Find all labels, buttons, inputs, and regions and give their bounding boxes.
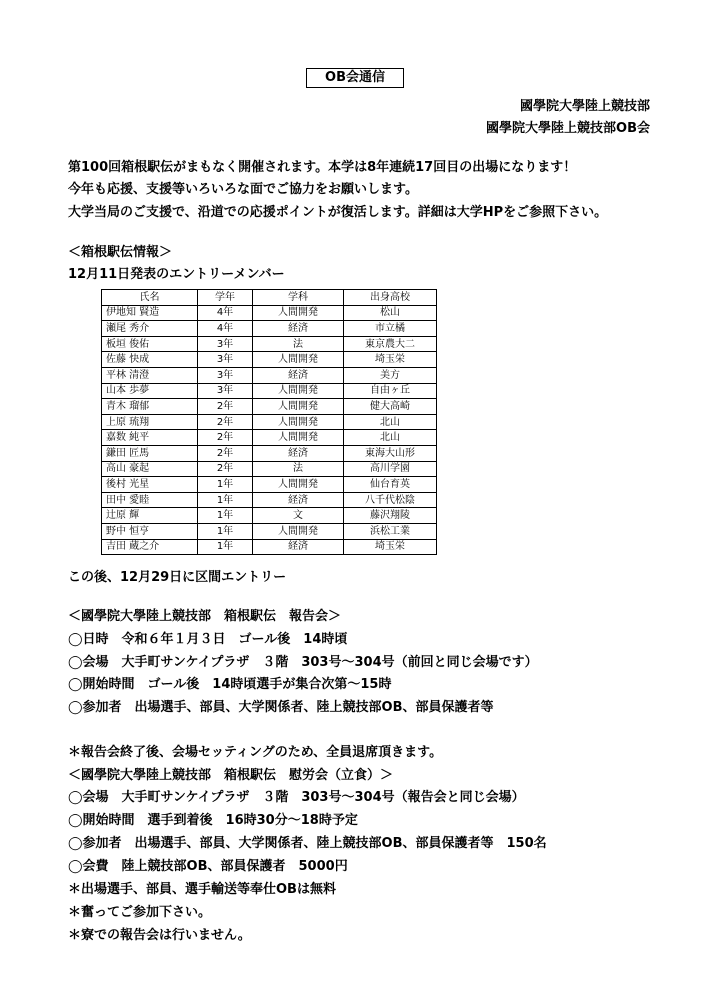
report-participants: ◯参加者 出場選手、部員、大学関係者、陸上競技部OB、部員保護者等: [68, 700, 494, 715]
member-name: 辻原 輝: [102, 508, 198, 524]
column-header-department: 学科: [253, 290, 344, 306]
member-department: 法: [253, 336, 344, 352]
member-grade: 1年: [198, 492, 253, 508]
table-row: [102, 383, 437, 399]
report-venue: ◯会場 大手町サンケイプラザ ３階 303号～304号（前回と同じ会場です）: [68, 655, 538, 670]
member-high-school: 松山: [344, 305, 437, 321]
member-grade: 1年: [198, 508, 253, 524]
member-department: 経済: [253, 445, 344, 461]
member-high-school: 埼玉栄: [344, 539, 437, 555]
after-entry-note: この後、12月29日に区間エントリー: [68, 570, 287, 585]
member-name: 高山 豪起: [102, 461, 198, 477]
member-high-school: 高川学園: [344, 461, 437, 477]
column-header-name: 氏名: [102, 290, 198, 306]
member-department: 人間開発: [253, 399, 344, 415]
member-high-school: 市立橘: [344, 321, 437, 337]
member-grade: 3年: [198, 336, 253, 352]
report-end-note: ＊報告会終了後、会場セッティングのため、全員退席頂きます。: [68, 745, 443, 760]
member-grade: 1年: [198, 523, 253, 539]
table-header-row: [102, 290, 437, 306]
member-grade: 2年: [198, 445, 253, 461]
member-grade: 3年: [198, 367, 253, 383]
table-row: [102, 477, 437, 493]
table-row: [102, 461, 437, 477]
table-row: [102, 430, 437, 446]
member-department: 人間開発: [253, 383, 344, 399]
member-department: 文: [253, 508, 344, 524]
member-name: 野中 恒亨: [102, 523, 198, 539]
member-grade: 1年: [198, 477, 253, 493]
member-high-school: 浜松工業: [344, 523, 437, 539]
member-high-school: 東海大山形: [344, 445, 437, 461]
report-heading: ＜國學院大學陸上競技部 箱根駅伝 報告会＞: [68, 609, 342, 624]
table-row: [102, 305, 437, 321]
member-grade: 4年: [198, 321, 253, 337]
member-grade: 2年: [198, 461, 253, 477]
member-grade: 2年: [198, 399, 253, 415]
member-high-school: 藤沢翔陵: [344, 508, 437, 524]
entry-member-table: [101, 289, 437, 555]
table-row: [102, 492, 437, 508]
member-department: 経済: [253, 321, 344, 337]
ob-association-name: 國學院大學陸上競技部OB会: [486, 121, 650, 136]
table-row: [102, 508, 437, 524]
member-name: 平林 清澄: [102, 367, 198, 383]
party-fee: ◯会費 陸上競技部OB、部員保護者 5000円: [68, 859, 348, 874]
newsletter-title: OB会通信: [306, 68, 404, 88]
member-grade: 2年: [198, 430, 253, 446]
intro-line-2: 今年も応援、支援等いろいろな面でご協力をお願いします。: [68, 182, 418, 197]
column-header-high-school: 出身高校: [344, 290, 437, 306]
member-department: 人間開発: [253, 477, 344, 493]
party-start-time: ◯開始時間 選手到着後 16時30分～18時予定: [68, 813, 358, 828]
member-high-school: 八千代松陰: [344, 492, 437, 508]
member-department: 法: [253, 461, 344, 477]
entry-date: 12月11日発表のエントリーメンバー: [68, 267, 285, 282]
member-grade: 1年: [198, 539, 253, 555]
member-department: 人間開発: [253, 523, 344, 539]
org-name: 國學院大學陸上競技部: [519, 99, 650, 114]
member-high-school: 美方: [344, 367, 437, 383]
party-heading: ＜國學院大學陸上競技部 箱根駅伝 慰労会（立食）＞: [68, 768, 394, 783]
member-department: 人間開発: [253, 352, 344, 368]
intro-line-1: 第100回箱根駅伝がまもなく開催されます。本学は8年連続17回目の出場になります！: [68, 160, 577, 175]
member-high-school: 埼玉栄: [344, 352, 437, 368]
member-grade: 3年: [198, 383, 253, 399]
member-name: 板垣 俊佑: [102, 336, 198, 352]
member-name: 瀬尾 秀介: [102, 321, 198, 337]
table-row: [102, 523, 437, 539]
member-department: 人間開発: [253, 430, 344, 446]
intro-line-3: 大学当局のご支援で、沿道での応援ポイントが復活します。詳細は大学HPをご参照下さい。: [68, 205, 608, 220]
table-row: [102, 336, 437, 352]
party-free-note: ＊出場選手、部員、選手輸送等奉仕OBは無料: [68, 882, 336, 897]
column-header-grade: 学年: [198, 290, 253, 306]
member-grade: 2年: [198, 414, 253, 430]
member-high-school: 健大高崎: [344, 399, 437, 415]
member-name: 鎌田 匠馬: [102, 445, 198, 461]
table-row: [102, 367, 437, 383]
member-name: 山本 歩夢: [102, 383, 198, 399]
report-datetime: ◯日時 令和６年１月３日 ゴール後 14時頃: [68, 632, 348, 647]
member-department: 経済: [253, 539, 344, 555]
report-start-time: ◯開始時間 ゴール後 14時頃選手が集合次第～15時: [68, 677, 392, 692]
member-department: 経済: [253, 367, 344, 383]
table-row: [102, 414, 437, 430]
party-invite-note: ＊奮ってご参加下さい。: [68, 905, 212, 920]
member-name: 田中 愛睦: [102, 492, 198, 508]
member-grade: 3年: [198, 352, 253, 368]
hakone-heading: ＜箱根駅伝情報＞: [68, 245, 173, 260]
member-high-school: 東京農大二: [344, 336, 437, 352]
table-row: [102, 445, 437, 461]
member-high-school: 北山: [344, 414, 437, 430]
member-name: 伊地知 賢造: [102, 305, 198, 321]
table-row: [102, 352, 437, 368]
member-high-school: 仙台育英: [344, 477, 437, 493]
party-participants: ◯参加者 出場選手、部員、大学関係者、陸上競技部OB、部員保護者等 150名: [68, 836, 547, 851]
member-high-school: 北山: [344, 430, 437, 446]
member-name: 青木 瑠郁: [102, 399, 198, 415]
member-name: 嘉数 純平: [102, 430, 198, 446]
table-row: [102, 399, 437, 415]
party-venue: ◯会場 大手町サンケイプラザ ３階 303号～304号（報告会と同じ会場）: [68, 790, 525, 805]
member-name: 吉田 蔵之介: [102, 539, 198, 555]
member-grade: 4年: [198, 305, 253, 321]
member-high-school: 自由ヶ丘: [344, 383, 437, 399]
table-row: [102, 539, 437, 555]
member-name: 後村 光星: [102, 477, 198, 493]
table-row: [102, 321, 437, 337]
member-department: 経済: [253, 492, 344, 508]
member-department: 人間開発: [253, 414, 344, 430]
member-name: 佐藤 快成: [102, 352, 198, 368]
member-department: 人間開発: [253, 305, 344, 321]
dorm-note: ＊寮での報告会は行いません。: [68, 928, 251, 943]
member-name: 上原 琉翔: [102, 414, 198, 430]
